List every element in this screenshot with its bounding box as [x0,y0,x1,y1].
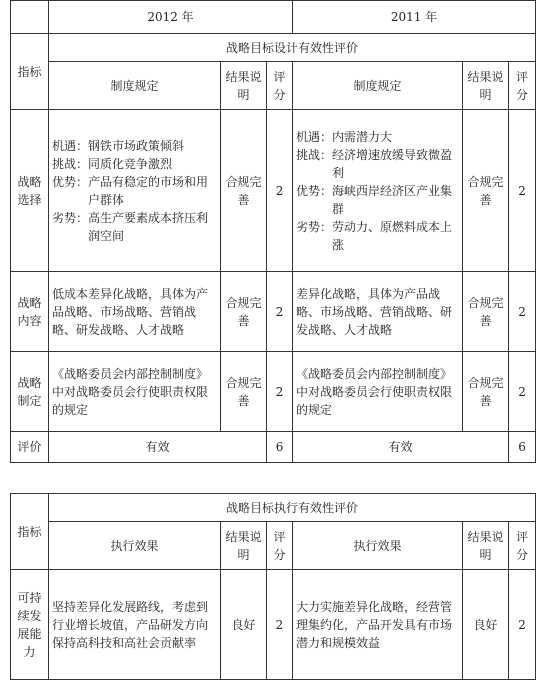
result-cell-2011: 良好 [463,570,509,680]
table-row [11,110,536,272]
evaluation-row [11,432,536,463]
score-header-2011: 评分 [509,522,536,570]
indicator-cell: 可持续发展能力 [11,570,49,680]
indicator-cell: 战略内容 [11,272,49,352]
score-cell-2012: 2 [267,110,293,272]
score-header-2012: 评分 [267,62,293,110]
evaluation-score-2012: 6 [267,432,293,463]
opportunity-text: 机遇：钢铁市场政策倾斜 [52,138,185,153]
result-header-2011: 结果说明 [463,62,509,110]
score-header-2012: 评分 [267,522,293,570]
corner-cell [11,1,49,34]
column-header-row [11,522,536,570]
indicator-cell: 战略选择 [11,110,49,272]
evaluation-score-2011: 6 [509,432,536,463]
result-cell-2012: 合规完善 [221,352,267,432]
strategy-design-table [10,0,536,463]
execution-section-title: 战略目标执行有效性评价 [49,494,536,522]
opportunity-text: 机遇：内需潜力大 [296,129,393,144]
year-2011-header: 2011 年 [293,1,536,34]
evaluation-2012: 有效 [49,432,267,463]
section-title-row [11,34,536,62]
rule-header-2011: 制度规定 [293,62,463,110]
weakness-text: 劣势：劳动力、原燃料成本上涨 [296,219,453,252]
column-header-row [11,62,536,110]
table-row [11,570,536,680]
indicator-cell: 战略制定 [11,352,49,432]
year-header-row [11,1,536,34]
table-row [11,352,536,432]
strategy-execution-table [10,493,536,680]
rule-cell-2011 [293,110,463,272]
result-cell-2012: 良好 [221,570,267,680]
rule-cell-2012 [49,110,221,272]
result-cell-2012: 合规完善 [221,272,267,352]
result-header-2011: 结果说明 [463,522,509,570]
result-header-2012: 结果说明 [221,522,267,570]
rule-cell-2011: 《战略委员会内部控制制度》中对战略委员会行使职责权限的规定 [293,352,463,432]
rule-cell-2012: 低成本差异化战略，具体为产品战略、市场战略、营销战略、研发战略、人才战略 [49,272,221,352]
score-cell-2011: 2 [509,352,536,432]
score-cell-2012: 2 [267,570,293,680]
year-2012-header: 2012 年 [49,1,293,34]
score-cell-2011: 2 [509,110,536,272]
effect-cell-2011: 大力实施差异化战略，经营管理集约化，产品开发具有市场潜力和规模效益 [293,570,463,680]
rule-cell-2012: 《战略委员会内部控制制度》中对战略委员会行使职责权限的规定 [49,352,221,432]
rule-header-2012: 制度规定 [49,62,221,110]
result-cell-2011: 合规完善 [463,352,509,432]
result-header-2012: 结果说明 [221,62,267,110]
score-header-2011: 评分 [509,62,536,110]
evaluation-label: 评价 [11,432,49,463]
challenge-text: 挑战：经济增速放缓导致微盈利 [296,147,453,180]
strength-text: 优势：海峡西岸经济区产业集群 [296,183,453,216]
score-cell-2012: 2 [267,272,293,352]
result-cell-2011: 合规完善 [463,110,509,272]
effect-header-2012: 执行效果 [49,522,221,570]
result-cell-2011: 合规完善 [463,272,509,352]
design-section-title: 战略目标设计有效性评价 [49,34,536,62]
effect-header-2011: 执行效果 [293,522,463,570]
table-row [11,272,536,352]
strength-text: 优势：产品有稳定的市场和用户群体 [52,174,209,207]
score-cell-2011: 2 [509,570,536,680]
result-cell-2012: 合规完善 [221,110,267,272]
evaluation-2011: 有效 [293,432,509,463]
section-title-row [11,494,536,522]
weakness-text: 劣势：高生产要素成本挤压利润空间 [52,210,209,243]
effect-cell-2012: 坚持差异化发展路线，考虑到行业增长坡值，产品研发方向保持高科技和高社会贡献率 [49,570,221,680]
score-cell-2011: 2 [509,272,536,352]
rule-cell-2011: 差异化战略，具体为产品战略、市场战略、营销战略、研发战略、人才战略 [293,272,463,352]
indicator-header: 指标 [11,34,49,110]
indicator-header: 指标 [11,494,49,570]
challenge-text: 挑战：同质化竞争激烈 [52,156,173,171]
score-cell-2012: 2 [267,352,293,432]
